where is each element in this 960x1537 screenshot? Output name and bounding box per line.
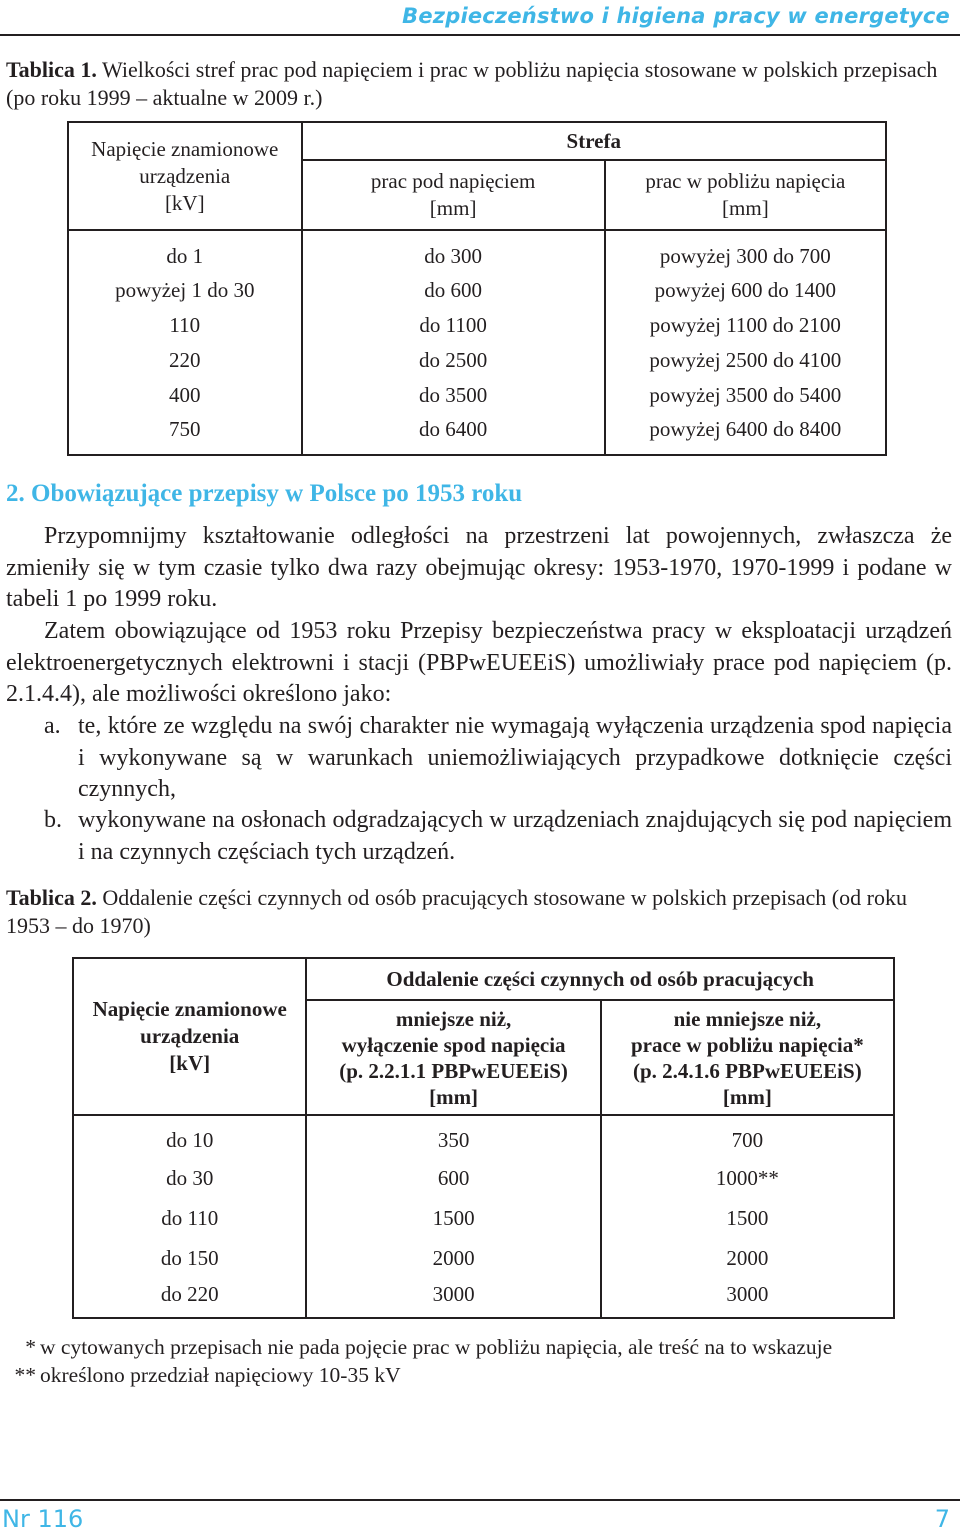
paragraph-2: Zatem obowiązujące od 1953 roku Przepisy bezpieczeństwa pracy w eksploatacji urządzeń elektroenergetycznych elektrowni i stacji (PBPwEUEEiS) umożliwiały prace pod napięciem (p. 2.1.4.4), ale możliwości określono jako: [6, 618, 952, 707]
table2 [72, 957, 895, 1319]
table-row [73, 1198, 894, 1238]
table1-caption-text: Wielkości stref prac pod napięciem i prac w pobliżu napięcia stosowane w polskich przepisach (po roku 1999 – aktualne w 2009 r.) [6, 57, 938, 110]
list-item [6, 805, 952, 868]
footnote [6, 1333, 832, 1361]
table-cell: 1000** [601, 1159, 894, 1198]
table-cell: 400 [68, 378, 302, 413]
footnote-text: w cytowanych przepisach nie pada pojęcie prac w pobliżu napięcia, ale treść na to wskazuje [40, 1335, 833, 1359]
table-row [68, 413, 886, 455]
table-row [73, 1159, 894, 1198]
table2-caption-text: Oddalenie części czynnych od osób pracujących stosowane w polskich przepisach (od roku 1953 – do 1970) [6, 885, 907, 938]
list-item-label: b. [44, 807, 62, 833]
table-cell: do 2500 [302, 343, 605, 378]
section-heading: 2. Obowiązujące przepisy w Polsce po 1953 roku [6, 480, 523, 507]
header-divider [0, 34, 960, 36]
running-header-title: Bezpieczeństwo i higiena pracy w energetyce [402, 4, 950, 28]
table-cell: powyżej 2500 do 4100 [605, 343, 886, 378]
table2-col2-header: mniejsze niż, wyłączenie spod napięcia (p. 2.2.1.1 PBPwEUEEiS) [mm] [306, 1000, 600, 1115]
table-cell: do 220 [73, 1278, 306, 1318]
table-cell: powyżej 600 do 1400 [605, 273, 886, 308]
list-item [6, 711, 952, 806]
table-cell: 110 [68, 308, 302, 343]
table1-strefa-header: Strefa [302, 122, 886, 160]
table1 [67, 121, 887, 456]
table1-caption-label: Tablica 1. [6, 57, 97, 82]
table-row [68, 308, 886, 343]
footer-divider [0, 1499, 960, 1501]
table-row [73, 1238, 894, 1278]
table1-col2-header: prac pod napięciem [mm] [302, 160, 605, 230]
table-cell: do 6400 [302, 413, 605, 455]
table2-caption [6, 884, 952, 940]
table-cell: powyżej 3500 do 5400 [605, 378, 886, 413]
list-item-label: a. [44, 713, 61, 739]
table-row [73, 1278, 894, 1318]
table1-col3-header: prac w pobliżu napięcia [mm] [605, 160, 886, 230]
paragraph-1: Przypomnijmy kształtowanie odległości na przestrzeni lat powojennych, zwłaszcza że zmieniły się w tym czasie tylko dwa razy obejmując okresy: 1953-1970, 1970-1999 i podane w tabeli 1 po 1999 roku. [6, 523, 952, 612]
table-cell: do 1100 [302, 308, 605, 343]
table-cell: do 1 [68, 230, 302, 273]
table-cell: 700 [601, 1115, 894, 1159]
table-cell: 1500 [306, 1198, 600, 1238]
table2-col1-header: Napięcie znamionowe urządzenia [kV] [73, 958, 306, 1115]
table-cell: 350 [306, 1115, 600, 1159]
table-row [68, 343, 886, 378]
table-cell: do 10 [73, 1115, 306, 1159]
table-row [68, 273, 886, 308]
table2-group-header: Oddalenie części czynnych od osób pracujących [306, 958, 894, 1000]
table-cell: powyżej 1100 do 2100 [605, 308, 886, 343]
issue-number: Nr 116 [2, 1505, 84, 1533]
footnote-text: określono przedział napięciowy 10-35 kV [40, 1363, 401, 1387]
table-cell: 750 [68, 413, 302, 455]
table2-caption-label: Tablica 2. [6, 885, 97, 910]
table-cell: do 600 [302, 273, 605, 308]
table-cell: 600 [306, 1159, 600, 1198]
footnote-mark: ** [14, 1363, 36, 1387]
table-cell: 2000 [601, 1238, 894, 1278]
table-cell: 220 [68, 343, 302, 378]
table1-col1-header: Napięcie znamionowe urządzenia [kV] [68, 122, 302, 230]
table-row [73, 1115, 894, 1159]
table-cell: powyżej 300 do 700 [605, 230, 886, 273]
table-cell: do 300 [302, 230, 605, 273]
table-cell: 2000 [306, 1238, 600, 1278]
table-cell: 3000 [306, 1278, 600, 1318]
table-row [68, 378, 886, 413]
table2-col3-header: nie mniejsze niż, prace w pobliżu napięcia* (p. 2.4.1.6 PBPwEUEEiS) [mm] [601, 1000, 894, 1115]
table-cell: 3000 [601, 1278, 894, 1318]
table-cell: do 150 [73, 1238, 306, 1278]
table-cell: powyżej 6400 do 8400 [605, 413, 886, 455]
table-cell: do 3500 [302, 378, 605, 413]
table1-caption [6, 56, 952, 112]
table-cell: powyżej 1 do 30 [68, 273, 302, 308]
table-cell: 1500 [601, 1198, 894, 1238]
list-item-text: wykonywane na osłonach odgradzających w urządzeniach znajdujących się pod napięciem i na czynnych częściach tych urządzeń. [78, 807, 952, 865]
page-number: 7 [934, 1505, 950, 1533]
list-item-text: te, które ze względu na swój charakter nie wymagają wyłączenia urządzenia spod napięcia i wykonywane są w warunkach uniemożliwiających przypadkowe dotknięcie części czynnych, [78, 713, 952, 802]
footnote-mark: * [25, 1335, 36, 1359]
table-cell: do 110 [73, 1198, 306, 1238]
footnote [6, 1361, 401, 1389]
table-cell: do 30 [73, 1159, 306, 1198]
table-row [68, 230, 886, 273]
